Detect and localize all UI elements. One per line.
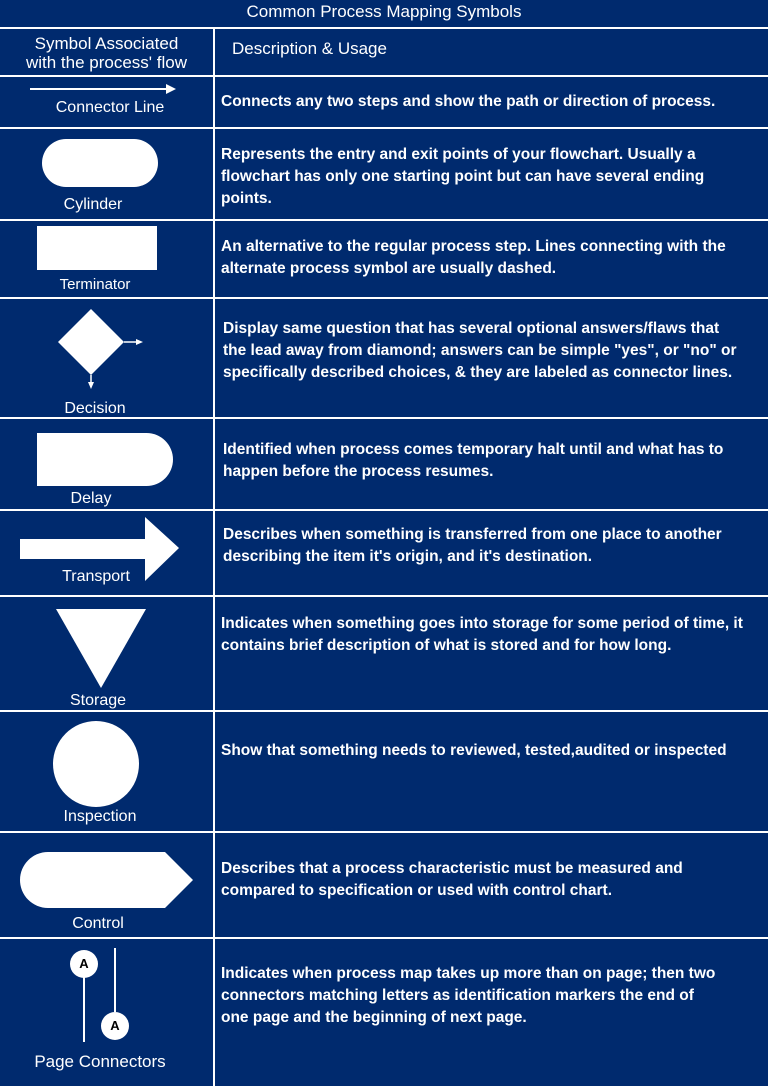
page-title: Common Process Mapping Symbols [246,2,522,21]
description-transport: Describes when something is transferred from one place to another describing the item it's origin, and it's destination. [223,526,722,565]
symbol-label-decision: Decision [64,400,126,417]
description-decision: Display same question that has several optional answers/flaws that the lead away from diamond; answers can be simple "yes", or "no" or specifically described choices, & they are labeled as connector lines. [223,320,737,381]
description-delay: Identified when process comes temporary halt until and what has to happen before the process resumes. [223,441,724,480]
symbol-label-control: Control [72,915,124,932]
description-page-connectors: Indicates when process map takes up more than on page; then two connectors matching letters as identification markers the end of one page and the beginning of next page. [221,965,716,1026]
symbol-label-cylinder: Cylinder [63,196,123,213]
symbol-label-inspection: Inspection [63,808,137,825]
description-control: Describes that a process characteristic must be measured and compared to specification or used with control chart. [221,860,683,899]
description-inspection: Show that something needs to reviewed, tested,audited or inspected [221,742,727,759]
symbol-column-header: Symbol Associated with the process' flow [25,34,188,72]
description-connector-line: Connects any two steps and show the path or direction of process. [221,93,716,110]
description-cylinder: Represents the entry and exit points of your flowchart. Usually a flowchart has only one starting point but can have several ending points. [221,146,705,207]
page-connector-icon: A [70,950,98,978]
description-terminator: An alternative to the regular process step. Lines connecting with the alternate process symbol are usually dashed. [221,238,726,277]
symbol-label-page-connectors: Page Connectors [34,1052,166,1071]
symbol-label-transport: Transport [62,568,130,585]
symbol-label-storage: Storage [69,692,127,709]
description-storage: Indicates when something goes into storage for some period of time, it contains brief description of what is stored and for how long. [221,615,743,654]
description-column-header: Description & Usage [232,39,387,58]
symbol-label-terminator: Terminator [59,276,131,293]
symbol-label-delay: Delay [70,490,112,507]
page-connector-icon: A [101,1012,129,1040]
symbol-label-connector-line: Connector Line [55,99,165,116]
